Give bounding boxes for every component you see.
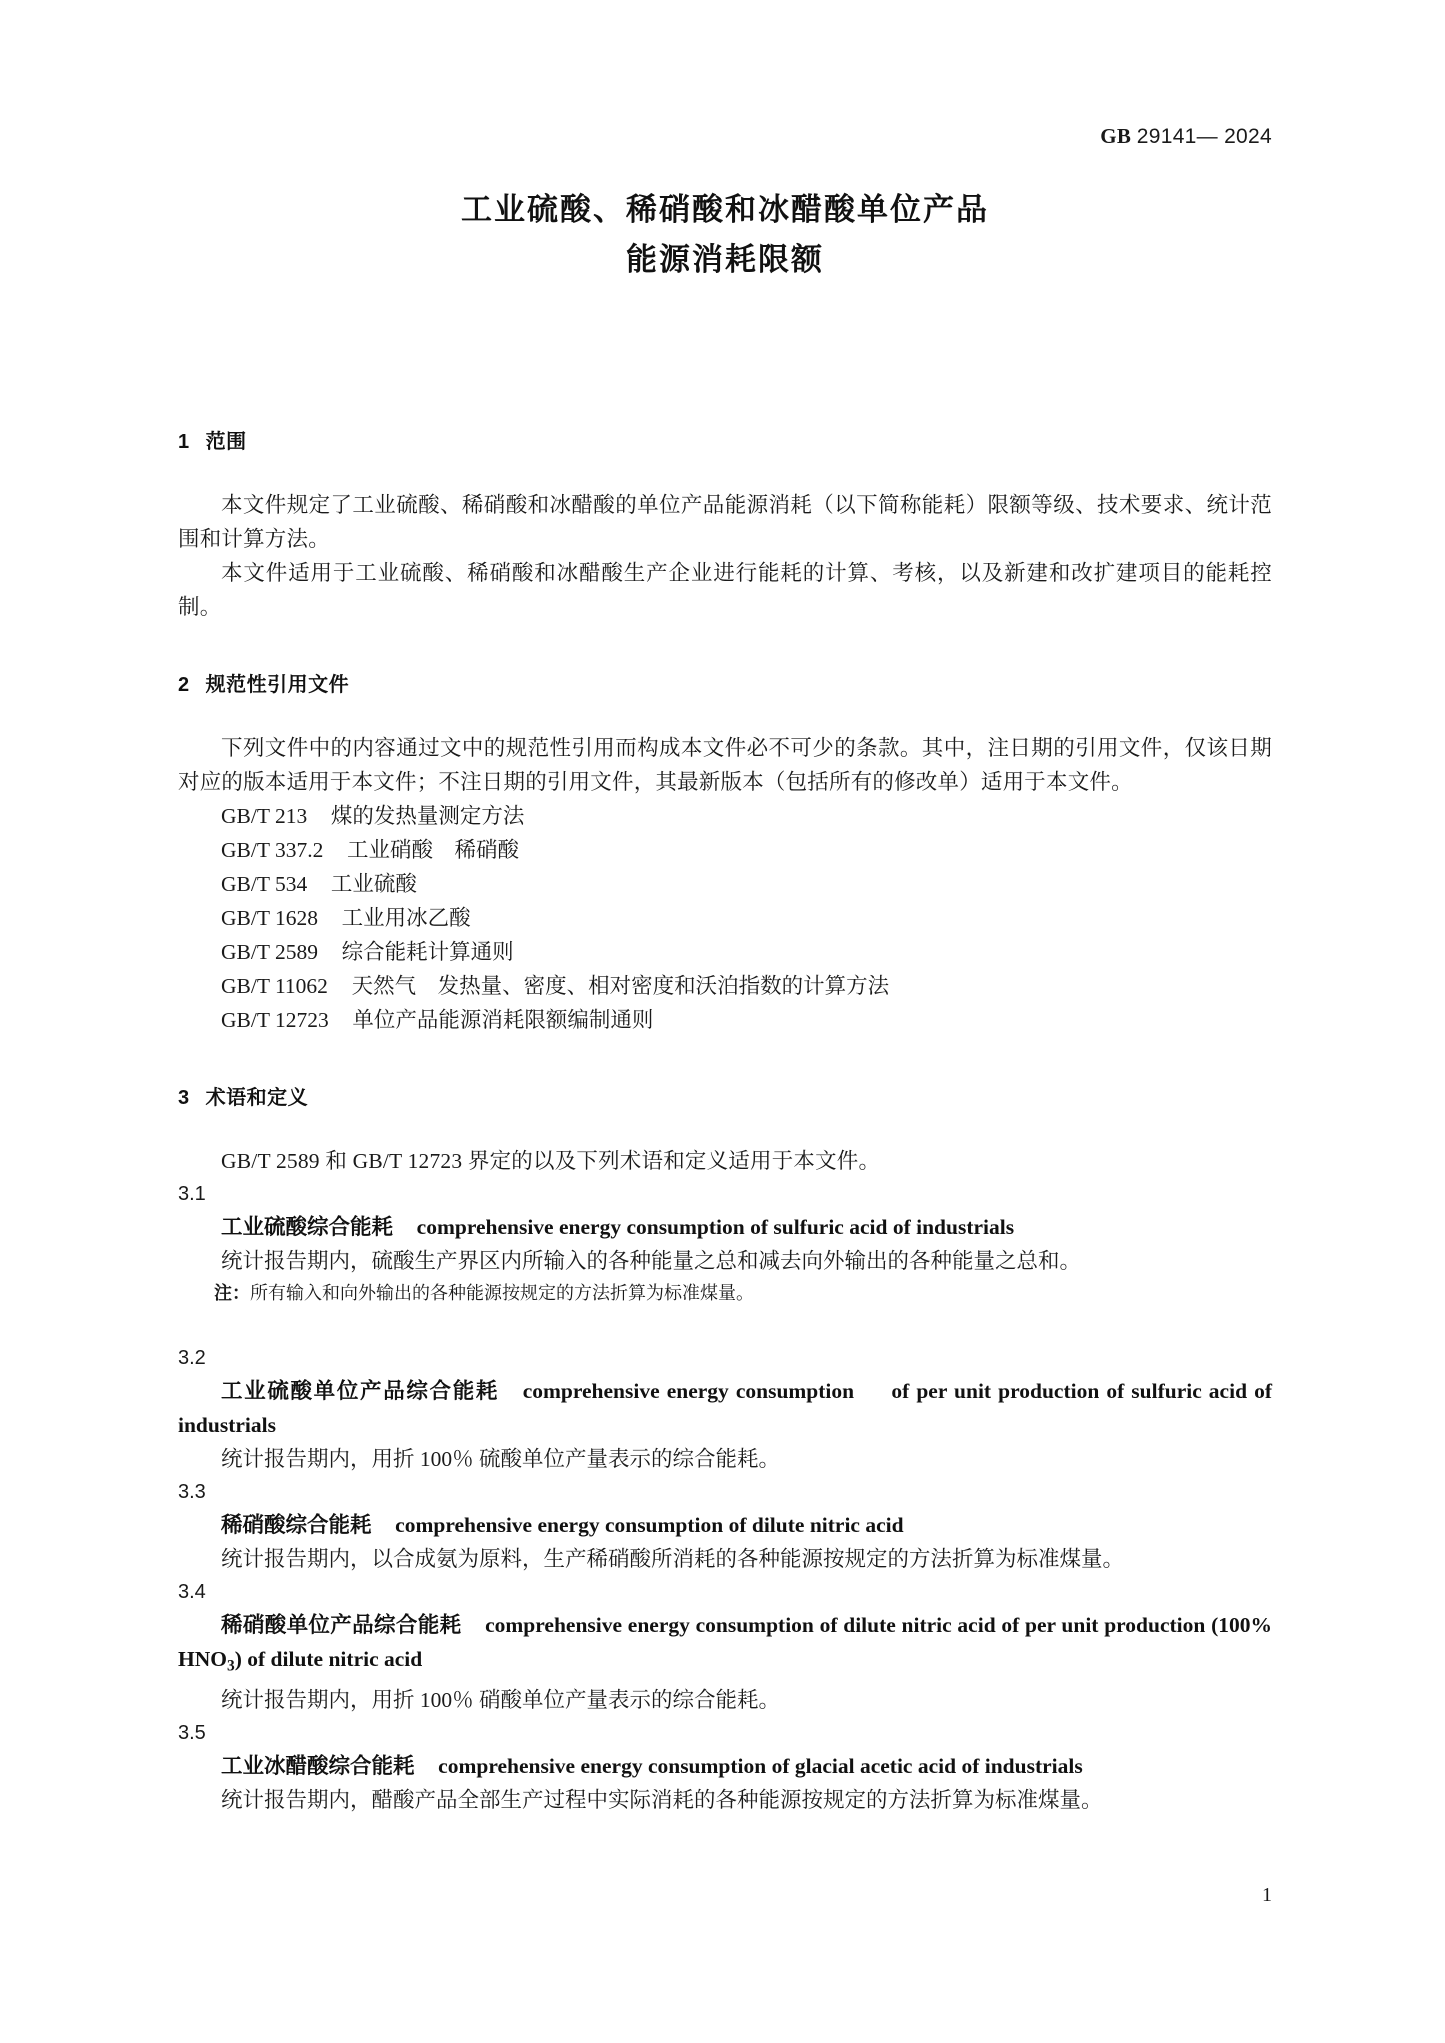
- term-title-en: comprehensive energy consumption of dilute nitric acid: [395, 1513, 904, 1537]
- term-title: [178, 1749, 1272, 1783]
- reference-item: [178, 867, 1272, 901]
- reference-code: GB/T 213: [221, 804, 308, 828]
- term-definition: 统计报告期内，硫酸生产界区内所输入的各种能量之总和减去向外输出的各种能量之总和。: [221, 1249, 1082, 1273]
- term-title: [178, 1508, 1272, 1542]
- reference-item: [178, 1003, 1272, 1037]
- term-definition: 统计报告期内，以合成氨为原料，生产稀硝酸所消耗的各种能源按规定的方法折算为标准煤量。: [221, 1547, 1125, 1571]
- section-2-number: 2: [178, 674, 190, 696]
- term-title-cn: 工业冰醋酸综合能耗: [221, 1754, 415, 1779]
- term-title-en-subscript: 3: [226, 1657, 235, 1675]
- section-2-heading: [178, 668, 1272, 697]
- term-title-en: comprehensive energy consumption of sulfuric acid of industrials: [416, 1215, 1015, 1239]
- section-2-paragraph-1: 下列文件中的内容通过文中的规范性引用而构成本文件必不可少的条款。其中，注日期的引用文件，仅该日期对应的版本适用于本文件；不注日期的引用文件，其最新版本（包括所有的修改单）适用于本文件。: [178, 736, 1272, 794]
- section-1-paragraph-2: 本文件适用于工业硫酸、稀硝酸和冰醋酸生产企业进行能耗的计算、考核，以及新建和改扩建项目的能耗控制。: [178, 561, 1272, 619]
- reference-code: GB/T 337.2: [221, 838, 324, 862]
- reference-name: 工业硝酸 稀硝酸: [346, 838, 519, 862]
- reference-name: 煤的发热量测定方法: [330, 804, 525, 828]
- section-2-title: 规范性引用文件: [205, 674, 350, 696]
- page-content: [178, 0, 1272, 1906]
- term-title: [178, 1210, 1272, 1244]
- reference-item: [178, 799, 1272, 833]
- term-number: 3.3: [178, 1481, 206, 1503]
- reference-code: GB/T 12723: [221, 1008, 329, 1032]
- reference-name: 工业用冰乙酸: [341, 906, 471, 930]
- term-title-cn: 稀硝酸单位产品综合能耗: [221, 1613, 462, 1637]
- reference-code: GB/T 1628: [221, 906, 318, 930]
- section-1-number: 1: [178, 431, 190, 453]
- term-title-cn: 工业硫酸综合能耗: [221, 1215, 394, 1239]
- section-3-paragraph-1: GB/T 2589 和 GB/T 12723 界定的以及下列术语和定义适用于本文件。: [221, 1149, 881, 1173]
- term-note: [178, 1278, 1272, 1308]
- section-3-heading: [178, 1081, 1272, 1110]
- reference-name: 天然气 发热量、密度、相对密度和沃泊指数的计算方法: [351, 974, 890, 998]
- term-title-en: comprehensive energy consumption of per unit production of sulfuric acid of industrials: [178, 1379, 1272, 1437]
- term-title-en: comprehensive energy consumption of glacial acetic acid of industrials: [438, 1754, 1083, 1779]
- title-line-1: 工业硫酸、稀硝酸和冰醋酸单位产品: [461, 192, 989, 227]
- section-3-title: 术语和定义: [205, 1087, 309, 1109]
- term-title-en-part2: ) of dilute nitric acid: [234, 1647, 423, 1671]
- reference-code: GB/T 534: [221, 872, 308, 896]
- running-header: [178, 124, 1272, 149]
- section-3-number: 3: [178, 1087, 190, 1109]
- reference-item: [178, 935, 1272, 969]
- standard-number: 29141— 2024: [1136, 125, 1272, 148]
- reference-code: GB/T 2589: [221, 940, 318, 964]
- term-note-text: 所有输入和向外输出的各种能源按规定的方法折算为标准煤量。: [250, 1283, 754, 1303]
- term-title-cn: 稀硝酸综合能耗: [221, 1513, 372, 1537]
- term-note-label: 注：: [214, 1283, 250, 1303]
- term-title-cn: 工业硫酸单位产品综合能耗: [221, 1379, 500, 1403]
- standard-prefix: GB: [1100, 124, 1132, 148]
- term-number: 3.1: [178, 1183, 206, 1205]
- title-line-2: 能源消耗限额: [626, 242, 824, 277]
- reference-item: [178, 901, 1272, 935]
- term-number: 3.2: [178, 1347, 206, 1369]
- section-1-paragraph-1: 本文件规定了工业硫酸、稀硝酸和冰醋酸的单位产品能源消耗（以下简称能耗）限额等级、技术要求、统计范围和计算方法。: [178, 493, 1272, 551]
- term-title: [178, 1608, 1272, 1683]
- reference-code: GB/T 11062: [221, 974, 328, 998]
- reference-item: [178, 969, 1272, 1003]
- term-number: 3.4: [178, 1581, 206, 1603]
- term-definition: 统计报告期内，醋酸产品全部生产过程中实际消耗的各种能源按规定的方法折算为标准煤量。: [221, 1788, 1103, 1813]
- reference-name: 单位产品能源消耗限额编制通则: [352, 1008, 654, 1032]
- term-number: 3.5: [178, 1722, 206, 1745]
- term-definition: 统计报告期内，用折 100％ 硫酸单位产量表示的综合能耗。: [221, 1447, 781, 1471]
- section-1-title: 范围: [205, 431, 247, 453]
- term-title: [178, 1374, 1272, 1442]
- page-number: 1: [1262, 1884, 1272, 1906]
- reference-name: 工业硫酸: [330, 872, 417, 896]
- reference-item: [178, 833, 1272, 867]
- reference-name: 综合能耗计算通则: [341, 940, 514, 964]
- term-title-en-part1: comprehensive energy consumption of dilute nitric acid of per unit production (100% HNO: [178, 1613, 1272, 1671]
- section-1-heading: [178, 425, 1272, 454]
- term-definition: 统计报告期内，用折 100％ 硝酸单位产量表示的综合能耗。: [221, 1688, 781, 1713]
- page-title: [178, 185, 1272, 285]
